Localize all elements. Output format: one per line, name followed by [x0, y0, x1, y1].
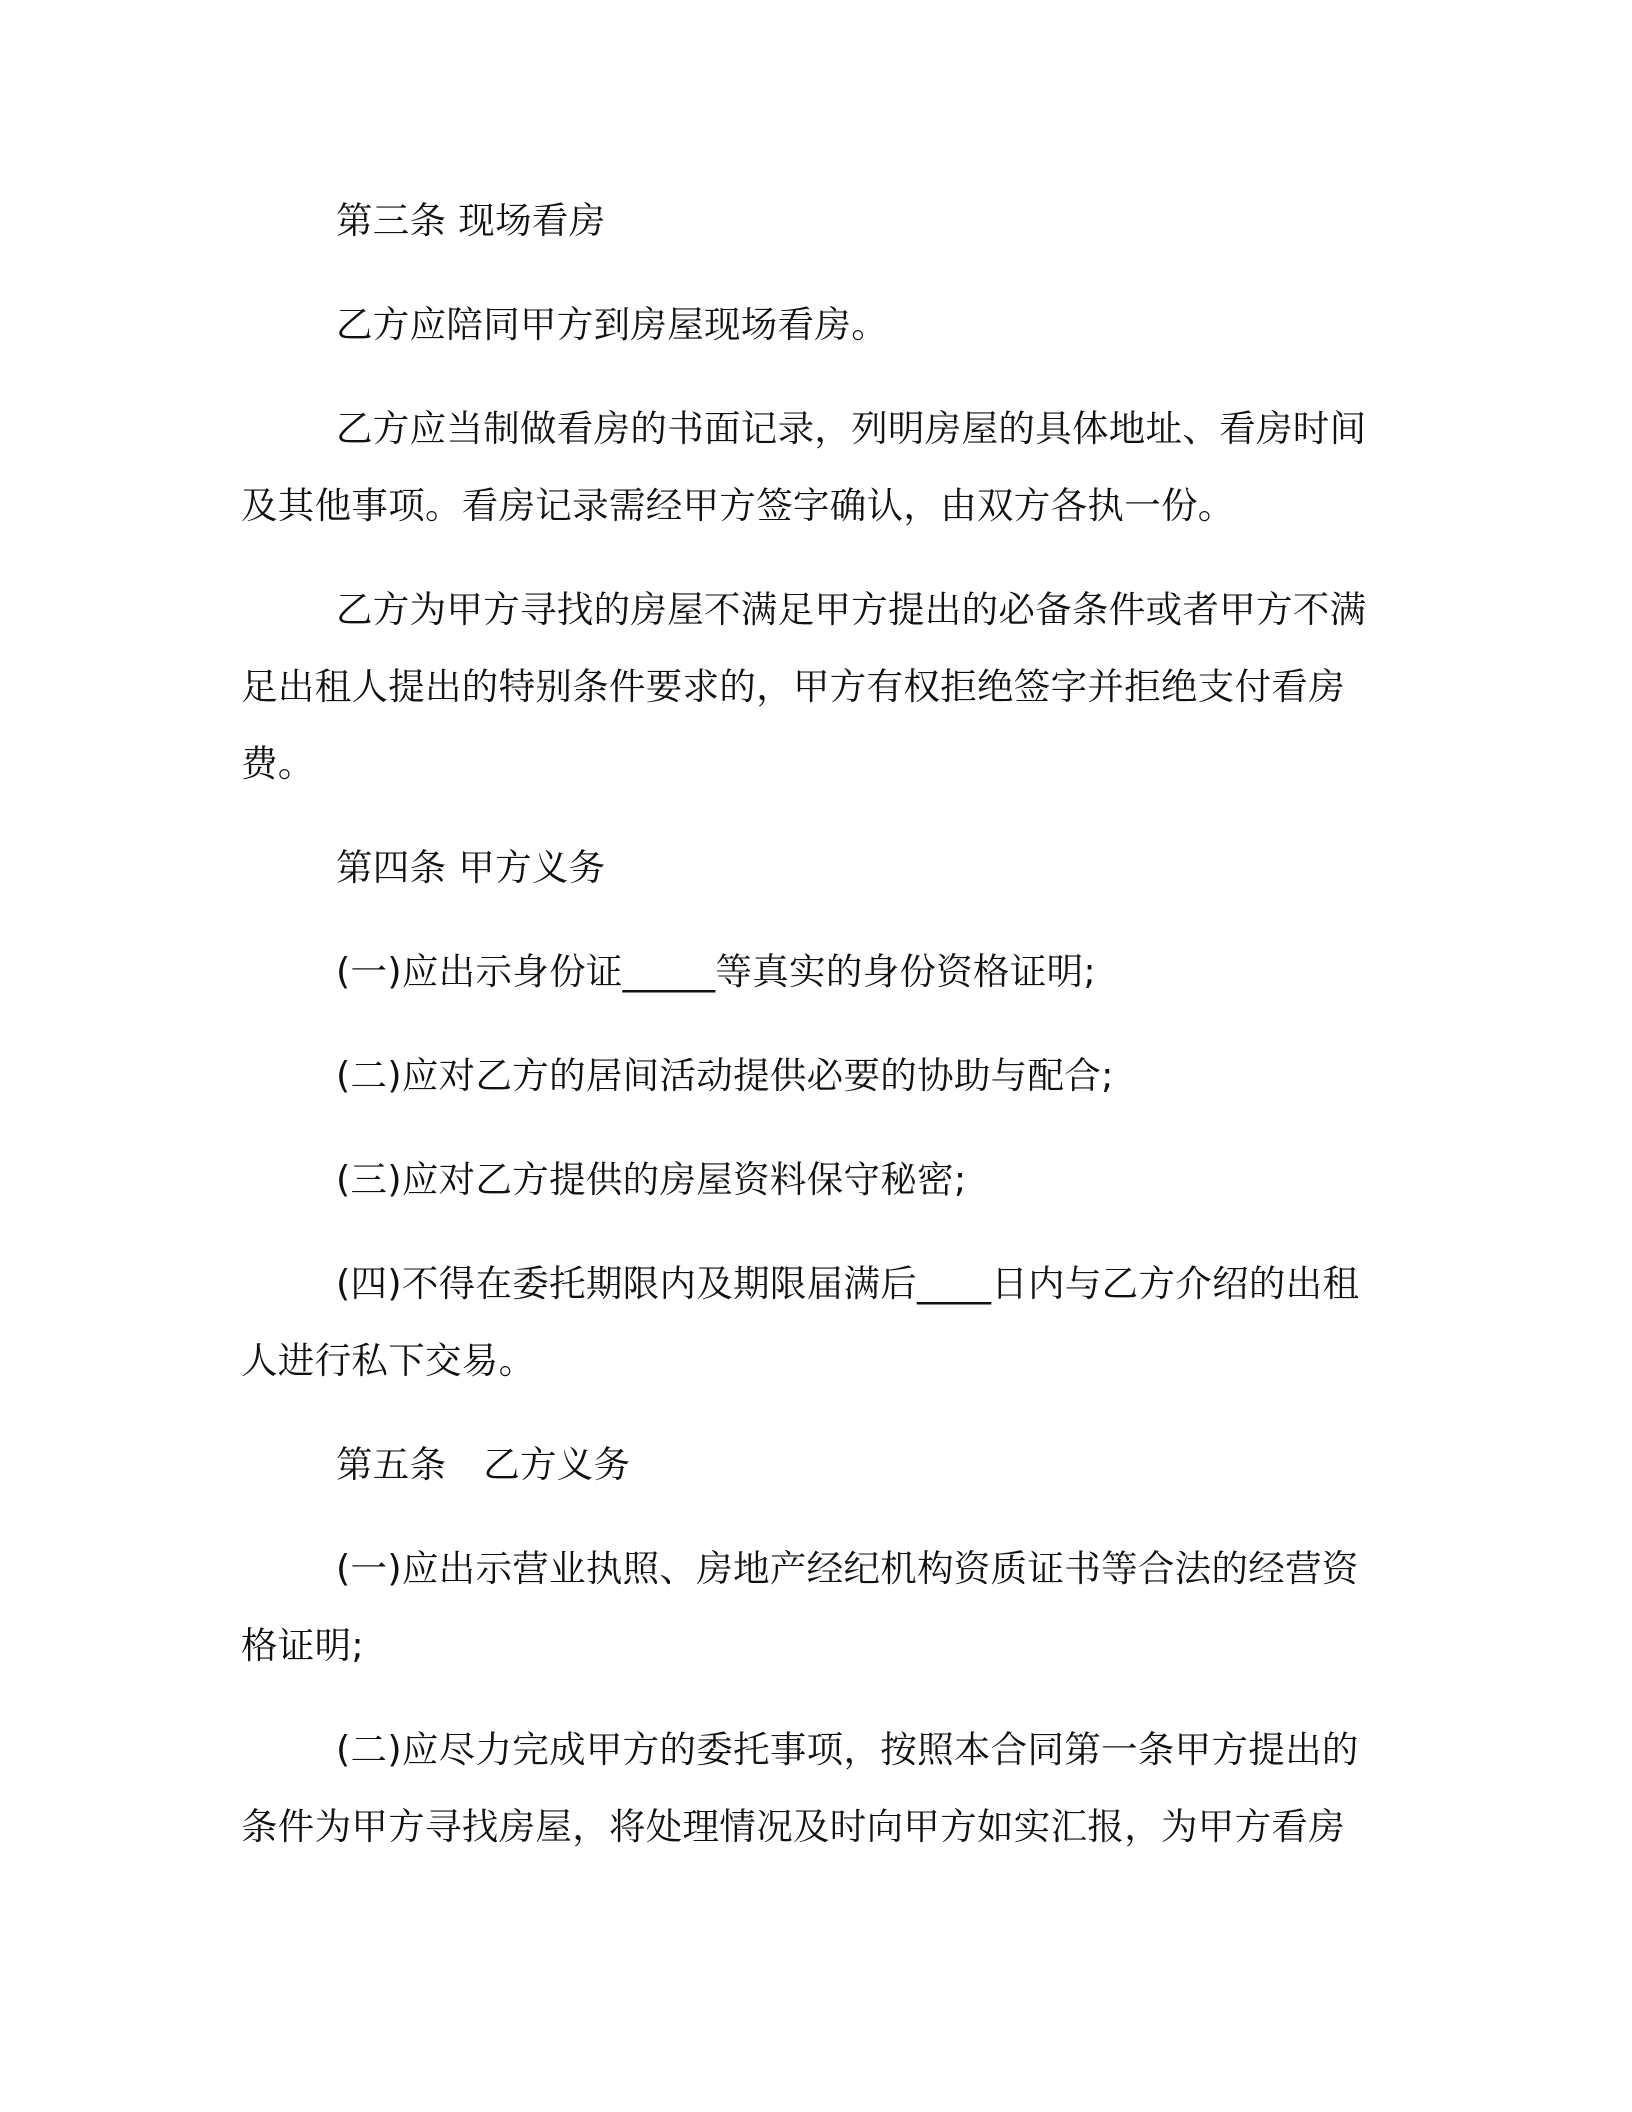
article-5-item-1: (一)应出示营业执照、房地产经纪机构资质证书等合法的经营资格证明;: [241, 1547, 1359, 1667]
document-body: [241, 182, 1381, 1865]
article-3-paragraph-2: 乙方应当制做看房的书面记录，列明房屋的具体地址、看房时间及其他事项。看房记录需经甲方签字确认，由双方各执一份。: [241, 407, 1367, 527]
article-4-item-2: (二)应对乙方的居间活动提供必要的协助与配合;: [336, 1054, 1114, 1097]
article-5-heading: 第五条 乙方义务: [336, 1443, 631, 1486]
article-4-item-1: (一)应出示身份证_____等真实的身份资格证明;: [336, 950, 1097, 993]
article-4-item-3: (三)应对乙方提供的房屋资料保守秘密;: [336, 1158, 967, 1201]
article-3-paragraph-1: 乙方应陪同甲方到房屋现场看房。: [336, 303, 888, 346]
article-3-paragraph-3: 乙方为甲方寻找的房屋不满足甲方提出的必备条件或者甲方不满足出租人提出的特别条件要求的，甲方有权拒绝签字并拒绝支付看房费。: [241, 588, 1367, 785]
article-5-item-2: (二)应尽力完成甲方的委托事项，按照本合同第一条甲方提出的条件为甲方寻找房屋，将处理情况及时向甲方如实汇报，为甲方看房: [241, 1728, 1359, 1848]
article-4-heading: 第四条 甲方义务: [336, 846, 606, 889]
article-4-item-4: (四)不得在委托期限内及期限届满后____日内与乙方介绍的出租人进行私下交易。: [241, 1262, 1360, 1382]
article-3-heading: 第三条 现场看房: [336, 199, 606, 242]
